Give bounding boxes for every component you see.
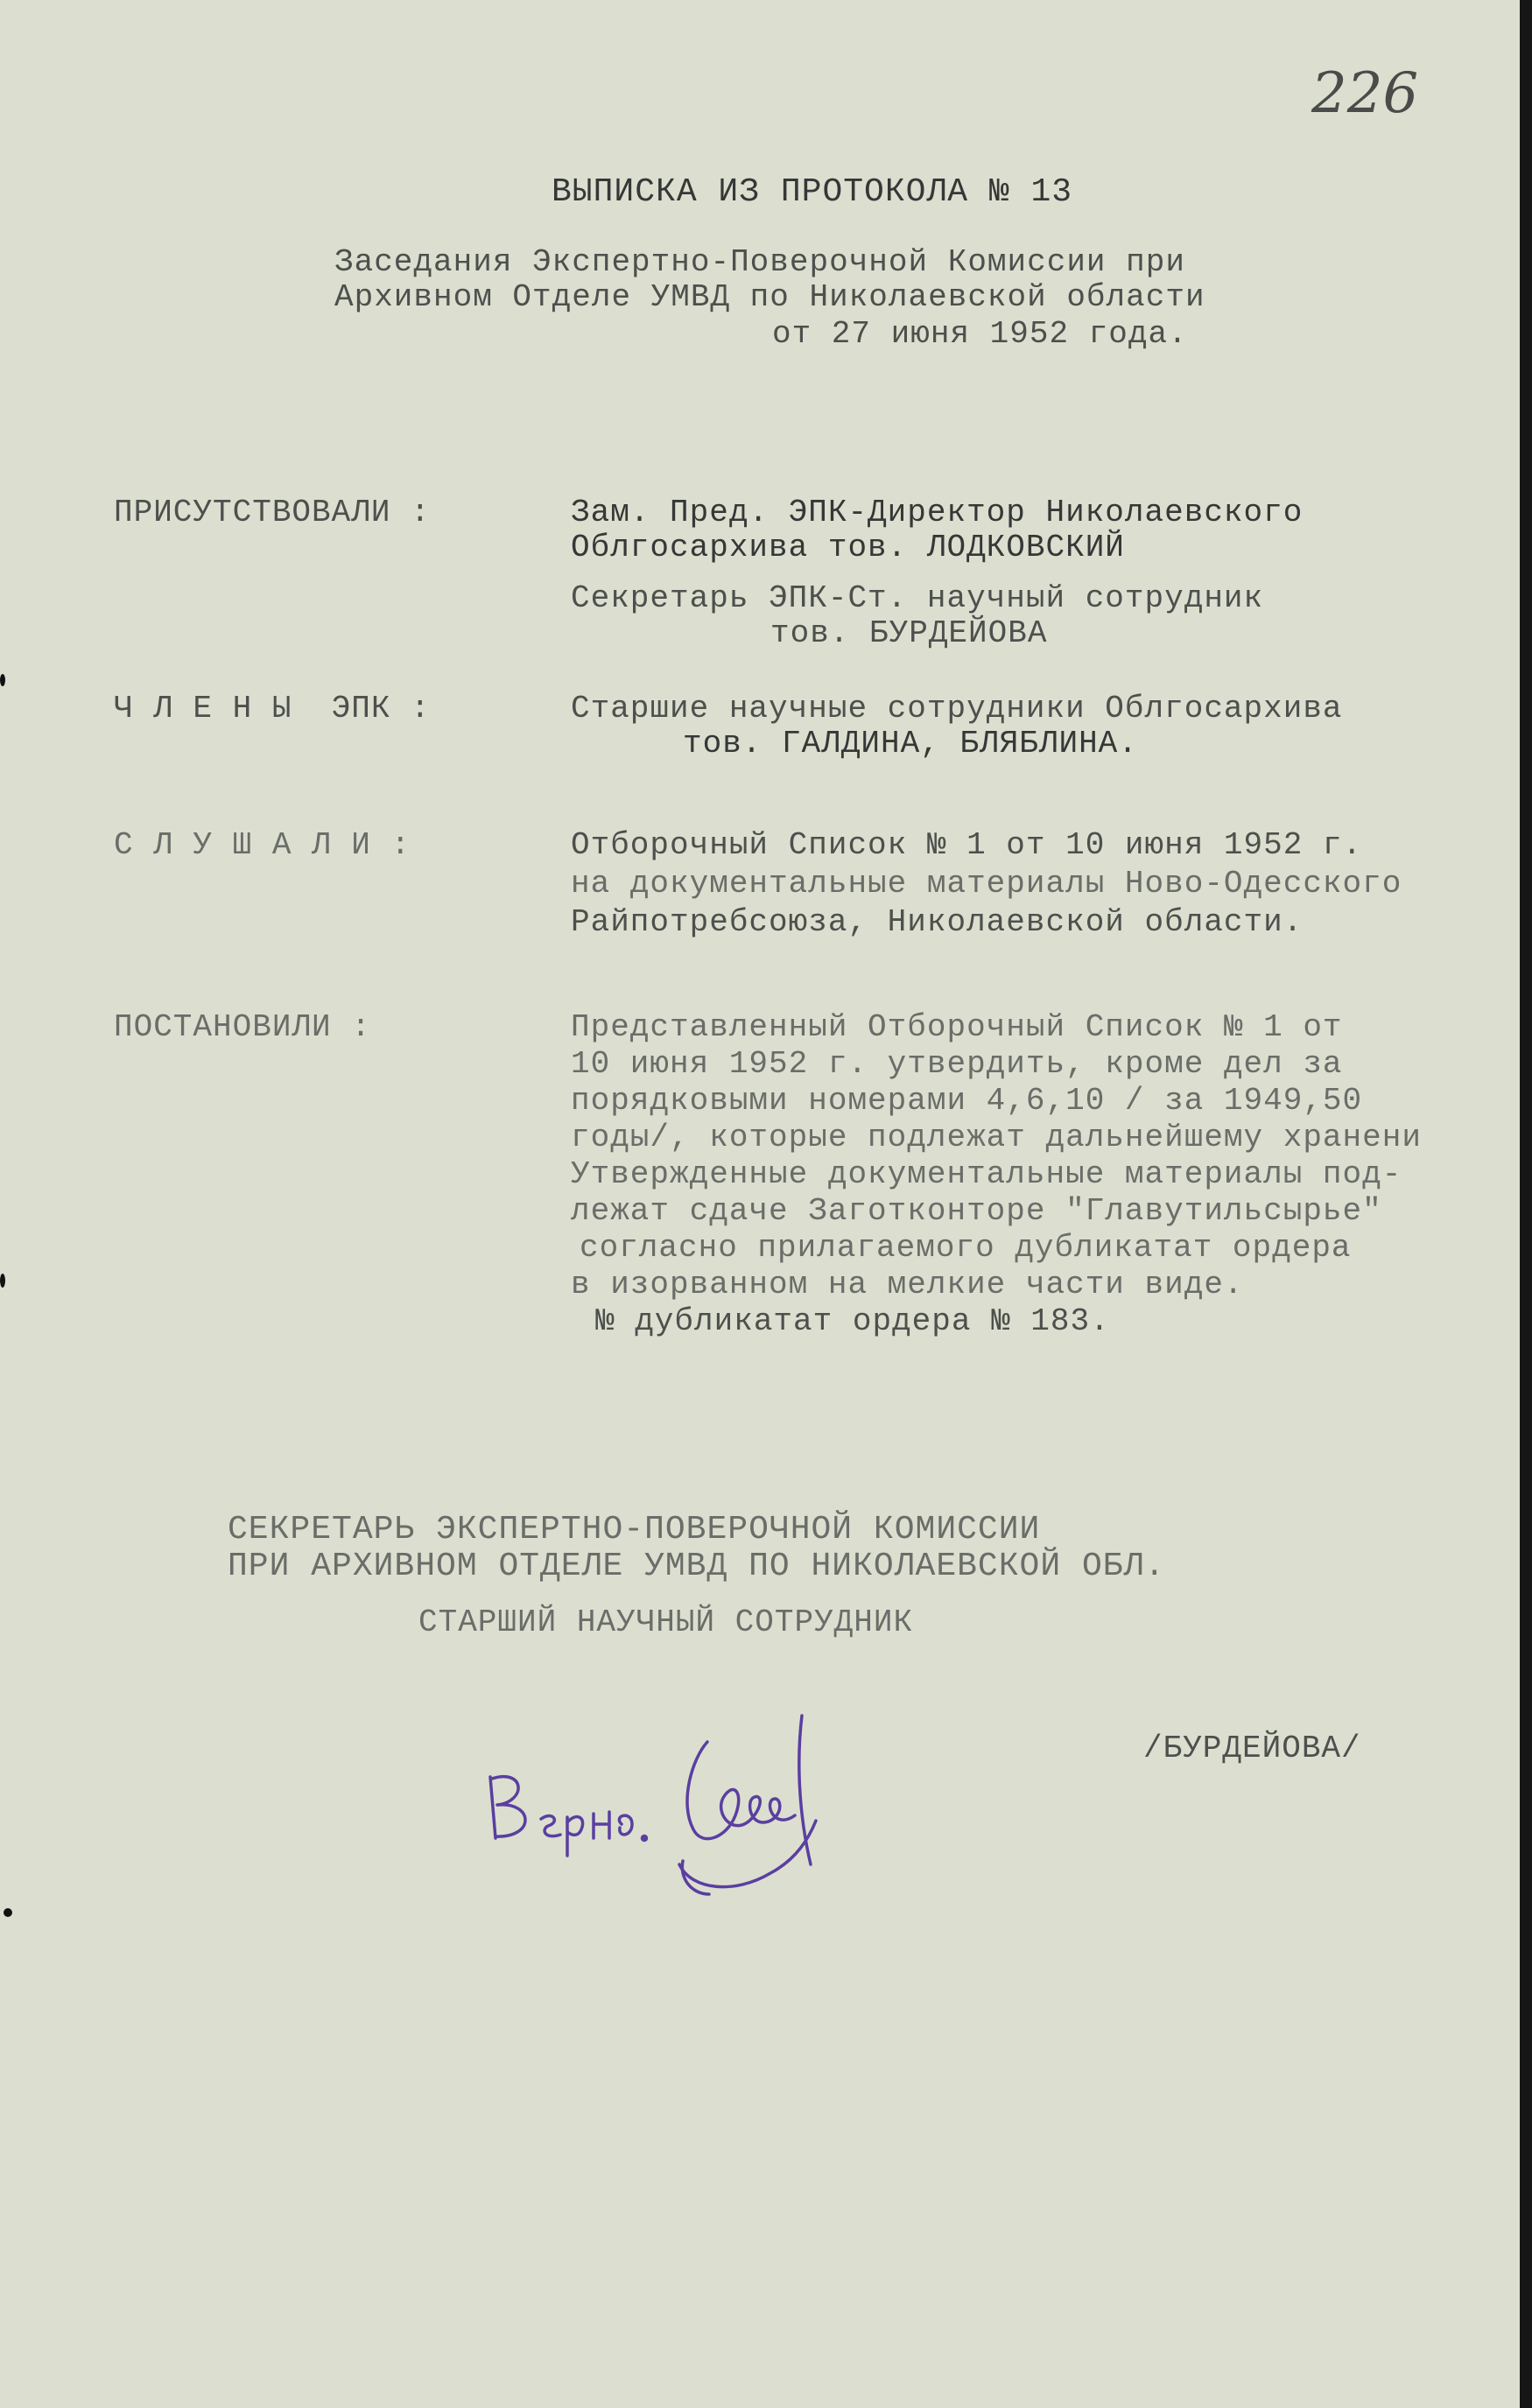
present-line-3: Секретарь ЭПК-Ст. научный сотрудник [571, 580, 1264, 616]
subtitle-line-2: Архивном Отделе УМВД по Николаевской области [334, 279, 1205, 315]
signature-line-2: ПРИ АРХИВНОМ ОТДЕЛЕ УМВД ПО НИКОЛАЕВСКОЙ ОБЛ. [228, 1548, 1166, 1585]
scan-edge [1520, 0, 1532, 2408]
decided-line-7: согласно прилагаемого дубликатат ордера [580, 1230, 1352, 1266]
present-line-4: тов. БУРДЕЙОВА [770, 615, 1048, 651]
page-number: 226 [1311, 61, 1419, 126]
decided-line-4: годы/, которые подлежат дальнейшему хранени [571, 1120, 1422, 1155]
members-line-2: тов. ГАЛДИНА, БЛЯБЛИНА. [683, 726, 1138, 762]
punch-hole [0, 674, 5, 686]
decided-line-5: Утвержденные документальные материалы под- [571, 1156, 1402, 1192]
present-label: ПРИСУТСТВОВАЛИ : [114, 495, 431, 530]
punch-hole [0, 1274, 5, 1288]
signature-line-1: СЕКРЕТАРЬ ЭКСПЕРТНО-ПОВЕРОЧНОЙ КОМИССИИ [228, 1511, 1041, 1548]
subtitle-line-1: Заседания Экспертно-Поверочной Комиссии при [334, 244, 1185, 280]
handwritten-signature [473, 1707, 928, 1934]
decided-line-9: № дубликатат ордера № 183. [595, 1303, 1110, 1339]
present-line-2: Облгосархива тов. ЛОДКОВСКИЙ [571, 530, 1125, 565]
subtitle-line-3: от 27 июня 1952 года. [772, 316, 1188, 352]
heard-line-2: на документальные материалы Ново-Одесского [571, 866, 1402, 902]
decided-label: ПОСТАНОВИЛИ : [114, 1009, 371, 1045]
present-line-1: Зам. Пред. ЭПК-Директор Николаевского [571, 495, 1304, 530]
decided-line-1: Представленный Отборочный Список № 1 от [571, 1009, 1343, 1045]
members-label: Ч Л Е Н Ы ЭПК : [114, 691, 431, 727]
members-line-1: Старшие научные сотрудники Облгосархива [571, 691, 1343, 727]
decided-line-8: в изорванном на мелкие части виде. [571, 1267, 1244, 1302]
decided-line-3: порядковыми номерами 4,6,10 / за 1949,50 [571, 1083, 1363, 1119]
decided-line-2: 10 июня 1952 г. утвердить, кроме дел за [571, 1046, 1343, 1082]
signature-line-3: СТАРШИЙ НАУЧНЫЙ СОТРУДНИК [418, 1604, 914, 1640]
decided-line-6: лежат сдаче Заготконторе "Главутильсырье" [571, 1193, 1382, 1229]
punch-hole [4, 1908, 12, 1917]
heard-line-3: Райпотребсоюза, Николаевской области. [571, 904, 1304, 940]
signatory-name: /БУРДЕЙОВА/ [1143, 1731, 1361, 1766]
heard-line-1: Отборочный Список № 1 от 10 июня 1952 г. [571, 827, 1363, 863]
document-title: ВЫПИСКА ИЗ ПРОТОКОЛА № 13 [552, 173, 1073, 211]
heard-label: С Л У Ш А Л И : [114, 827, 411, 863]
